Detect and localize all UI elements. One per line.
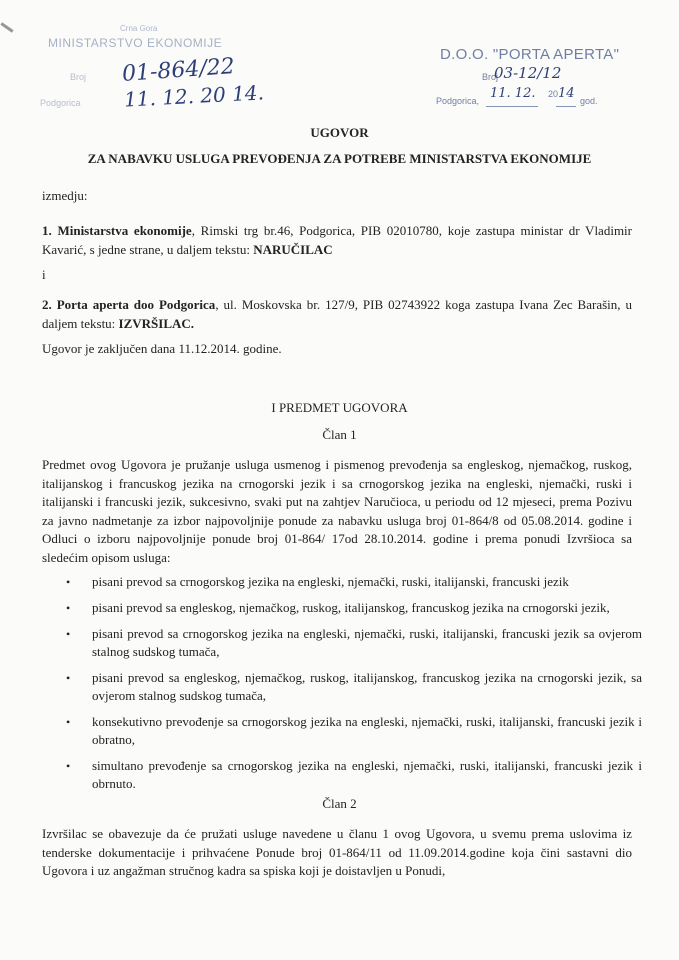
stamp-broj-value: 03-12/12 xyxy=(494,64,562,82)
stamp-ministry-name: MINISTARSTVO EKONOMIJE xyxy=(48,36,223,50)
party-2 xyxy=(42,296,632,333)
bullet-icon: • xyxy=(66,601,71,615)
party-2-number: 2. xyxy=(42,297,57,312)
party-1-number: 1. xyxy=(42,223,58,238)
section-1-heading: I PREDMET UGOVORA xyxy=(271,400,408,415)
party-2-details: , ul. Moskovska br. 127/9, PIB 02743922 koga zastupa Ivana Zec Barašin, u daljem tekstu: xyxy=(42,297,632,331)
bullet-icon: • xyxy=(66,671,71,685)
document-title: UGOVOR xyxy=(310,125,369,140)
article-1-text: Predmet ovog Ugovora je pružanje usluga usmenog i pismenog prevođenja sa engleskog, njemačkog, ruskog, italijanskog i francuskog jezika na crnogorski jezik i sa crnogorskog jezika na engleski, njemački, ruski i italijanski i francuski jezik, sukcesivno, svaki put na zahtjev Naručioca, u periodu od 12 mjeseci, prema Pozivu za javno nadmetanje za izbor najpovoljnije ponude za nabavku usluga broj 01-864/8 od 05.08.2014. godine i Odluci o izboru najpovoljnije ponude broj 01-864/ 17od 28.10.2014. godine i prema ponudi Izvršioca sa sledećim opisom usluga: xyxy=(42,457,632,565)
list-item: • pisani prevod sa engleskog, njemačkog, ruskog, italijanskog, francuskog jezika na crnogorski jezik, xyxy=(66,600,610,615)
party-1-name: Ministarstva ekonomije xyxy=(57,223,192,238)
list-item: • pisani prevod sa crnogorskog jezika na engleski, njemački, ruski, italijanski, francuski jezik sa ovjerom stalnog sudskog tumača, xyxy=(66,626,642,659)
party-1 xyxy=(42,222,632,259)
stamp-date-value: 11. 12. xyxy=(490,86,536,101)
list-item: • konsekutivno prevođenje sa crnogorskog jezika na engleski, njemački, ruski, italijanski, francuski jezik i obratno, xyxy=(66,714,642,747)
party-1-role: NARUČILAC xyxy=(253,241,333,257)
ministry-registry-stamp xyxy=(40,22,270,112)
list-item: • pisani prevod sa engleskog, njemačkog, ruskog, italijanskog, francuskog jezika na crnogorski jezik, sa ovjerom stalnog sudskog tumača, xyxy=(66,670,642,703)
document-subtitle: ZA NABAVKU USLUGA PREVOĐENJA ZA POTREBE MINISTARSTVA EKONOMIJE xyxy=(87,151,592,166)
list-item: • simultano prevođenje sa crnogorskog jezika na engleski, njemački, ruski, italijanski, francuski jezik i obrnuto. xyxy=(66,758,642,791)
party-1-details: , Rimski trg br.46, Podgorica, PIB 02010780, koje zastupa ministar dr Vladimir Kavarić, s jedne strane, u daljem tekstu: xyxy=(42,223,632,257)
services-list xyxy=(42,573,642,801)
parties-intro: izmedju: xyxy=(42,188,88,203)
article-2-heading: Član 2 xyxy=(322,796,357,811)
article-2-text: Izvršilac se obavezuje da će pružati usluge navedene u članu 1 ovog Ugovora, u svemu prema uslovima iz tenderske dokumentacije i prihvaćene Ponude broj 01-864/11 od 11.09.2014.godine koja čini sastavni dio Ugovora i uz angažman stručnog kadra sa spiska koji je doistavljen u Ponudi, xyxy=(42,826,632,878)
stamp-date-line xyxy=(486,106,538,107)
stamp-handwritten-date: 11. 12. 20 14. xyxy=(123,80,265,112)
contract-concluded-date: Ugovor je zaključen dana 11.12.2014. godine. xyxy=(42,341,282,356)
stamp-handwritten-number: 01-864/22 xyxy=(121,54,236,87)
stamp-year-value: 2014 xyxy=(548,86,575,101)
bullet-icon: • xyxy=(66,715,71,729)
stamp-country: Crna Gora xyxy=(120,24,158,33)
party-2-role: IZVRŠILAC. xyxy=(118,315,195,331)
bullet-icon: • xyxy=(66,627,71,641)
stamp-broj-label: Broj xyxy=(482,72,499,82)
stamp-broj-label: Broj xyxy=(70,72,87,82)
company-registry-stamp xyxy=(428,42,628,117)
party-2-name: Porta aperta doo Podgorica xyxy=(56,297,216,312)
bullet-icon: • xyxy=(66,759,71,773)
bullet-icon: • xyxy=(66,575,71,589)
list-item: • pisani prevod sa crnogorskog jezika na engleski, njemački, ruski, italijanski, francuski jezik xyxy=(66,574,569,589)
stamp-god-label: god. xyxy=(580,96,598,106)
stamp-podgorica-label: Podgorica, xyxy=(436,96,480,106)
stamp-year-line xyxy=(556,106,576,107)
stamp-podgorica-label: Podgorica xyxy=(40,98,81,108)
parties-and: i xyxy=(42,267,46,282)
scan-corner-mark xyxy=(0,22,13,32)
stamp-company-name: D.O.O. "PORTA APERTA" xyxy=(440,46,620,63)
article-1-heading: Član 1 xyxy=(322,427,357,442)
